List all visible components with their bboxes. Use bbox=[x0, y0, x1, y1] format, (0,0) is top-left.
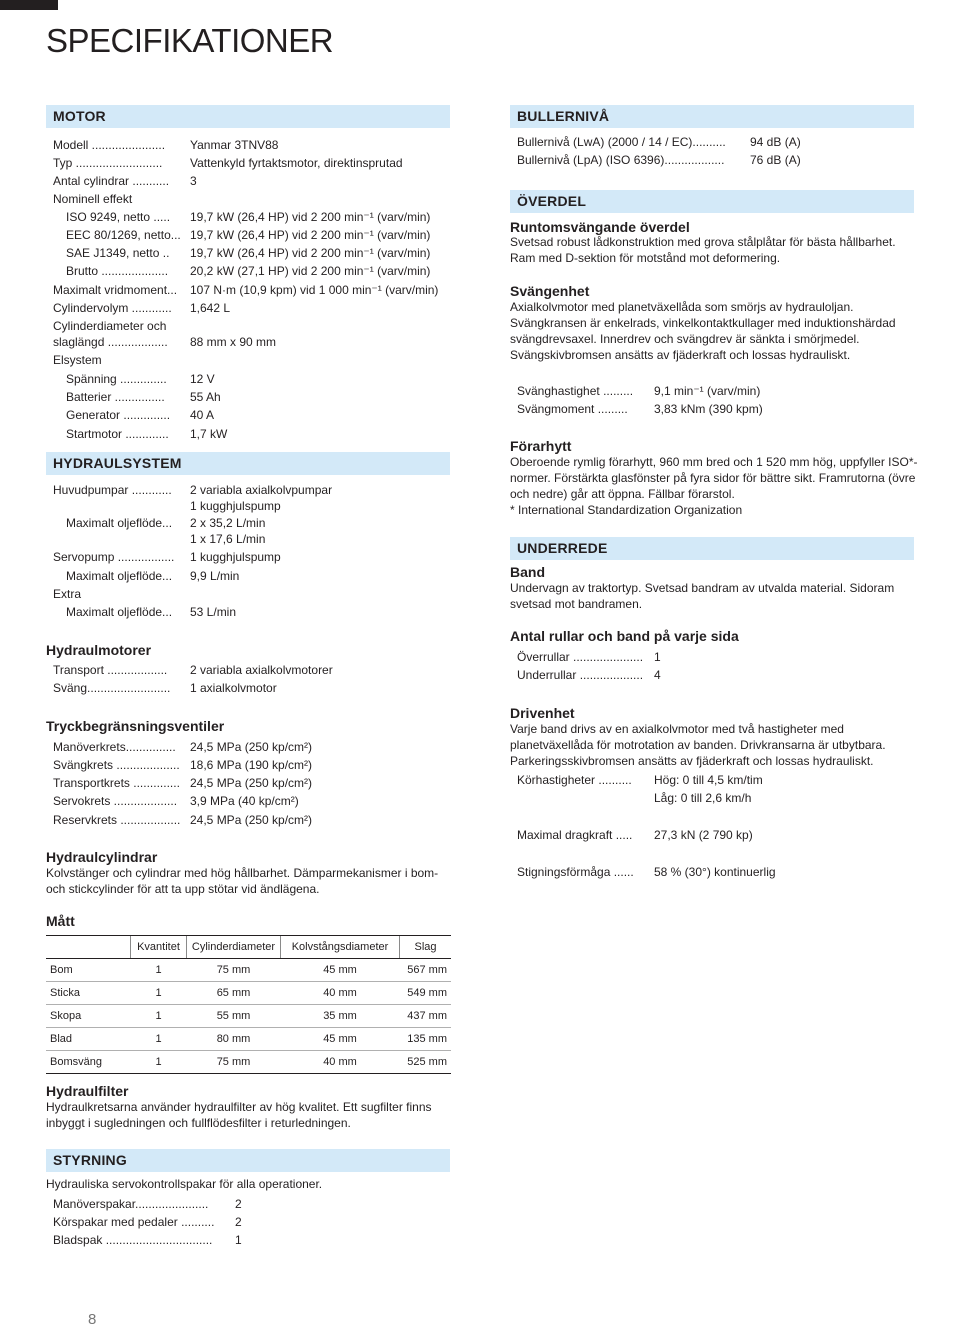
bullerniva-header: BULLERNIVÅ bbox=[510, 105, 914, 128]
motor-spec-label: Startmotor ............. bbox=[66, 427, 169, 441]
hydraulcylindrar-text: Kolvstänger och cylindrar med hög hållbarhet. Dämparmekanismer i bom- och stickcylinder för att ta upp stötar vid ändlägena. bbox=[46, 866, 439, 896]
table-row bbox=[46, 1005, 451, 1028]
matt-title: Mått bbox=[46, 913, 75, 929]
table-cell: Sticka bbox=[46, 982, 131, 1005]
motor-spec-value: 19,7 kW (26,4 HP) vid 2 200 min⁻¹ (varv/min) bbox=[190, 228, 431, 242]
hydraulsystem-spec-value: 2 variabla axialkolvpumpar bbox=[190, 483, 333, 497]
band-text: Undervagn av traktortyp. Svetsad bandram av utvalda material. Sidoram svetsad mot bandramen. bbox=[510, 581, 895, 611]
bullerniva-spec-label: Bullernivå (LwA) (2000 / 14 / EC).......... bbox=[517, 135, 726, 149]
styrning-spec-value: 1 bbox=[235, 1233, 242, 1247]
matt-header-row bbox=[46, 936, 451, 959]
styrning-spec-label: Bladspak ................................ bbox=[53, 1233, 213, 1247]
hydraulsystem-spec-value: 53 L/min bbox=[190, 605, 237, 619]
table-cell: 75 mm bbox=[187, 959, 281, 982]
tryck-title: Tryckbegränsningsventiler bbox=[46, 718, 225, 734]
table-cell: 45 mm bbox=[281, 959, 400, 982]
table-cell: 549 mm bbox=[400, 982, 452, 1005]
motor-spec-label: slaglängd .................. bbox=[53, 335, 168, 349]
styrning-spec-label: Manöverspakar...................... bbox=[53, 1197, 209, 1211]
table-cell: 1 bbox=[131, 1051, 187, 1074]
table-cell: 1 bbox=[131, 1005, 187, 1028]
table-cell: 45 mm bbox=[281, 1028, 400, 1051]
table-cell: 75 mm bbox=[187, 1051, 281, 1074]
motor-spec-label: ISO 9249, netto ..... bbox=[66, 210, 171, 224]
motor-spec-value: 19,7 kW (26,4 HP) vid 2 200 min⁻¹ (varv/min) bbox=[190, 210, 431, 224]
top-bar bbox=[0, 0, 58, 10]
tryck-spec-value: 24,5 MPa (250 kp/cm²) bbox=[190, 740, 313, 754]
table-cell: 437 mm bbox=[400, 1005, 452, 1028]
table-cell: 35 mm bbox=[281, 1005, 400, 1028]
table-cell: 1 bbox=[131, 959, 187, 982]
hydraulmotorer-title: Hydraulmotorer bbox=[46, 642, 152, 658]
motor-spec-value: 3 bbox=[190, 174, 197, 188]
hydraulmotorer-spec-label: Transport .................. bbox=[53, 663, 168, 677]
bullerniva-spec-label: Bullernivå (LpA) (ISO 6396).................. bbox=[517, 153, 725, 167]
rullar-spec-label: Överrullar ..................... bbox=[517, 650, 644, 664]
svang-spec-value: 3,83 kNm (390 kpm) bbox=[654, 402, 763, 416]
motor-spec-value: 19,7 kW (26,4 HP) vid 2 200 min⁻¹ (varv/min) bbox=[190, 246, 431, 260]
drive-spec-value: 27,3 kN (2 790 kp) bbox=[654, 828, 753, 842]
styrning-header: STYRNING bbox=[46, 1149, 450, 1172]
bullerniva-spec-value: 94 dB (A) bbox=[750, 135, 801, 149]
footnote: * International Standardization Organization bbox=[510, 503, 743, 517]
drive-spec-label: Stigningsförmåga ...... bbox=[517, 865, 634, 879]
forarhytt-title: Förarhytt bbox=[510, 438, 572, 454]
table-row bbox=[46, 1051, 451, 1074]
motor-spec-label: Batterier ............... bbox=[66, 390, 165, 404]
motor-header: MOTOR bbox=[46, 105, 450, 128]
drive-spec-value: Låg: 0 till 2,6 km/h bbox=[654, 791, 752, 805]
hydraulsystem-spec-value: 1 kugghjulspump bbox=[190, 499, 281, 513]
table-row bbox=[46, 1028, 451, 1051]
motor-spec-value: 1,7 kW bbox=[190, 427, 228, 441]
motor-spec-label: Cylinderdiameter och bbox=[53, 319, 167, 333]
rullar-title: Antal rullar och band på varje sida bbox=[510, 628, 739, 644]
table-cell: 55 mm bbox=[187, 1005, 281, 1028]
motor-spec-value: Vattenkyld fyrtaktsmotor, direktinsprutad bbox=[190, 156, 403, 170]
matt-col-header: Slag bbox=[400, 936, 452, 959]
hydraulsystem-spec-label: Maximalt oljeflöde... bbox=[66, 569, 173, 583]
motor-spec-value: 20,2 kW (27,1 HP) vid 2 200 min⁻¹ (varv/min) bbox=[190, 264, 431, 278]
motor-spec-label: Brutto .................... bbox=[66, 264, 169, 278]
styrning-spec-value: 2 bbox=[235, 1197, 242, 1211]
motor-spec-value: 88 mm x 90 mm bbox=[190, 335, 277, 349]
table-row bbox=[46, 982, 451, 1005]
hydraulsystem-spec-value: 2 x 35,2 L/min bbox=[190, 516, 266, 530]
motor-spec-label: Antal cylindrar ........... bbox=[53, 174, 170, 188]
page-number: 8 bbox=[88, 1311, 97, 1328]
motor-spec-value: Yanmar 3TNV88 bbox=[190, 138, 279, 152]
svang-spec-label: Svängmoment ......... bbox=[517, 402, 628, 416]
table-cell: Skopa bbox=[46, 1005, 131, 1028]
hydraulsystem-spec-value: 1 kugghjulspump bbox=[190, 550, 281, 564]
table-row bbox=[46, 959, 451, 982]
drive-spec-label: Körhastigheter .......... bbox=[517, 773, 632, 787]
tryck-spec-label: Servokrets ................... bbox=[53, 794, 178, 808]
motor-spec-label: Generator .............. bbox=[66, 408, 171, 422]
table-cell: Bom bbox=[46, 959, 131, 982]
band-title: Band bbox=[510, 564, 545, 580]
svang-spec-label: Svänghastighet ......... bbox=[517, 384, 634, 398]
motor-spec-label: Modell ...................... bbox=[53, 138, 166, 152]
hydraulsystem-header: HYDRAULSYSTEM bbox=[46, 452, 450, 475]
motor-spec-value: 1,642 L bbox=[190, 301, 231, 315]
table-cell: 1 bbox=[131, 982, 187, 1005]
drive-spec-value: 58 % (30°) kontinuerlig bbox=[654, 865, 776, 879]
motor-spec-label: Elsystem bbox=[53, 353, 102, 367]
motor-spec-label: Cylindervolym ............ bbox=[53, 301, 172, 315]
table-cell: 40 mm bbox=[281, 1051, 400, 1074]
svangenhet-text: Axialkolvmotor med planetväxellåda som smörjs av hydrauloljan. Svängkransen är enkelrads, vinkelkontaktkullager med induktionshärdad svängdrevsaxel. Innerdrev och svängdrev är sänkta i smörjmedel. Svängskivbromsen ansätts av fjäderkraft och lossas hydrauliskt. bbox=[510, 300, 896, 362]
motor-spec-label: Nominell effekt bbox=[53, 192, 133, 206]
tryck-spec-label: Reservkrets .................. bbox=[53, 813, 181, 827]
rullar-spec-value: 1 bbox=[654, 650, 661, 664]
hydraulcylindrar-title: Hydraulcylindrar bbox=[46, 849, 158, 865]
hydraulsystem-spec-label: Huvudpumpar ............ bbox=[53, 483, 172, 497]
tryck-spec-value: 3,9 MPa (40 kp/cm²) bbox=[190, 794, 299, 808]
runtom-title: Runtomsvängande överdel bbox=[510, 219, 690, 235]
drivenhet-title: Drivenhet bbox=[510, 705, 575, 721]
matt-col-header: Cylinderdiameter bbox=[187, 936, 281, 959]
svang-spec-value: 9,1 min⁻¹ (varv/min) bbox=[654, 384, 761, 398]
drivenhet-text: Varje band drivs av en axialkolvmotor med två hastigheter med planetväxellåda för motrotation av banden. Drivkransarna är utbytbara. Parkeringsskivbromsen ansätts av fjäderkraft och lossas hydrauliskt. bbox=[510, 722, 886, 768]
page-title: SPECIFIKATIONER bbox=[46, 22, 334, 59]
rullar-spec-value: 4 bbox=[654, 668, 661, 682]
drive-spec-label: Maximal dragkraft ..... bbox=[517, 828, 633, 842]
matt-col-header: Kolvstångsdiameter bbox=[281, 936, 400, 959]
motor-spec-label: SAE J1349, netto .. bbox=[66, 246, 170, 260]
motor-spec-value: 40 A bbox=[190, 408, 215, 422]
matt-col-header bbox=[46, 936, 131, 959]
hydraulfilter-text: Hydraulkretsarna använder hydraulfilter av hög kvalitet. Ett sugfilter finns inbyggt i sugledningen och fullflödesfilter i returledningen. bbox=[46, 1100, 432, 1130]
bullerniva-spec-value: 76 dB (A) bbox=[750, 153, 801, 167]
hydraulsystem-spec-value: 9,9 L/min bbox=[190, 569, 240, 583]
motor-spec-label: EEC 80/1269, netto... bbox=[66, 228, 181, 242]
rullar-spec-label: Underrullar ................... bbox=[517, 668, 644, 682]
motor-spec-label: Typ .......................... bbox=[53, 156, 163, 170]
drive-spec-value: Hög: 0 till 4,5 km/tim bbox=[654, 773, 763, 787]
runtom-text: Svetsad robust lådkonstruktion med grova stålplåtar för bästa hållbarhet. Ram med D-sektion för motstånd mot deformering. bbox=[510, 235, 896, 265]
hydraulsystem-spec-label: Maximalt oljeflöde... bbox=[66, 516, 173, 530]
underrede-header: UNDERREDE bbox=[510, 537, 914, 560]
table-cell: 40 mm bbox=[281, 982, 400, 1005]
motor-spec-label: Spänning .............. bbox=[66, 372, 167, 386]
hydraulmotorer-spec-label: Sväng......................... bbox=[53, 681, 171, 695]
motor-spec-label: Maximalt vridmoment... bbox=[53, 283, 178, 297]
table-cell: 80 mm bbox=[187, 1028, 281, 1051]
table-cell: 525 mm bbox=[400, 1051, 452, 1074]
table-cell: Blad bbox=[46, 1028, 131, 1051]
hydraulmotorer-spec-value: 1 axialkolvmotor bbox=[190, 681, 277, 695]
table-cell: 135 mm bbox=[400, 1028, 452, 1051]
tryck-spec-value: 24,5 MPa (250 kp/cm²) bbox=[190, 776, 313, 790]
hydraulfilter-title: Hydraulfilter bbox=[46, 1083, 129, 1099]
motor-spec-value: 107 N·m (10,9 kpm) vid 1 000 min⁻¹ (varv/min) bbox=[190, 283, 439, 297]
matt-col-header: Kvantitet bbox=[131, 936, 187, 959]
tryck-spec-label: Svängkrets ................... bbox=[53, 758, 180, 772]
hydraulsystem-spec-value: 1 x 17,6 L/min bbox=[190, 532, 266, 546]
tryck-spec-label: Manöverkrets............... bbox=[53, 740, 176, 754]
tryck-spec-label: Transportkrets .............. bbox=[53, 776, 180, 790]
styrning-text: Hydrauliska servokontrollspakar för alla operationer. bbox=[46, 1177, 323, 1191]
table-cell: 65 mm bbox=[187, 982, 281, 1005]
tryck-spec-value: 24,5 MPa (250 kp/cm²) bbox=[190, 813, 313, 827]
overdel-header: ÖVERDEL bbox=[510, 190, 914, 213]
motor-spec-value: 55 Ah bbox=[190, 390, 221, 404]
hydraulmotorer-spec-value: 2 variabla axialkolvmotorer bbox=[190, 663, 333, 677]
hydraulsystem-spec-label: Maximalt oljeflöde... bbox=[66, 605, 173, 619]
svangenhet-title: Svängenhet bbox=[510, 283, 590, 299]
tryck-spec-value: 18,6 MPa (190 kp/cm²) bbox=[190, 758, 313, 772]
table-cell: 567 mm bbox=[400, 959, 452, 982]
forarhytt-text: Oberoende rymlig förarhytt, 960 mm bred och 1 520 mm hög, uppfyller ISO*-normer. Förstärkta glasfönster på fyra sidor för bättre sikt. Framrutorna (övre och nedre) går att öppna. Fällbar förarstol. bbox=[510, 455, 918, 501]
table-cell: Bomsväng bbox=[46, 1051, 131, 1074]
motor-spec-value: 12 V bbox=[190, 372, 215, 386]
table-cell: 1 bbox=[131, 1028, 187, 1051]
styrning-spec-label: Körspakar med pedaler .......... bbox=[53, 1215, 215, 1229]
hydraulsystem-spec-label: Extra bbox=[53, 587, 82, 601]
matt-table bbox=[46, 935, 451, 1074]
styrning-spec-value: 2 bbox=[235, 1215, 242, 1229]
hydraulsystem-spec-label: Servopump ................. bbox=[53, 550, 175, 564]
